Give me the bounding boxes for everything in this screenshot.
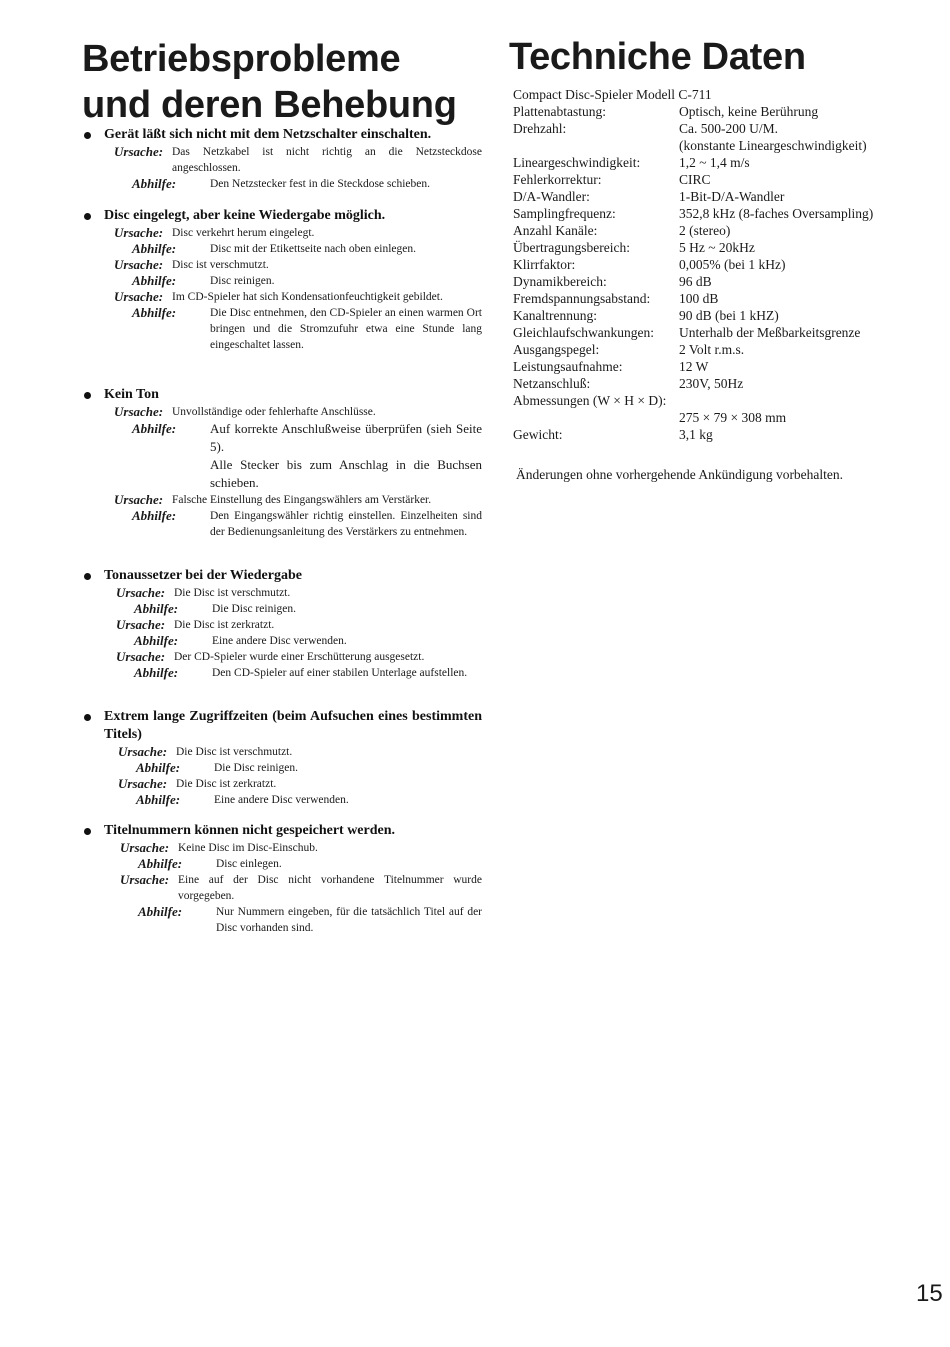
spec-label: D/A-Wandler:: [513, 189, 590, 204]
cause-entry: [114, 144, 482, 176]
entry-text: Keine Disc im Disc-Einschub.: [178, 842, 318, 854]
entry-text: Unvollständige oder fehlerhafte Anschlüsse.: [172, 406, 376, 418]
spec-row: [513, 307, 913, 324]
entry-text: Eine andere Disc verwenden.: [212, 635, 347, 647]
spec-value: CIRC: [679, 172, 711, 187]
remedy-entry: [132, 420, 482, 456]
entry-text: Die Disc reinigen.: [214, 762, 298, 774]
remedy-entry: [136, 760, 482, 776]
entry-text: Falsche Einstellung des Eingangswählers am Verstärker.: [172, 494, 432, 506]
spec-value: 96 dB: [679, 274, 712, 289]
spec-value: 2 Volt r.m.s.: [679, 342, 745, 357]
cause-label: Ursache:: [118, 744, 168, 759]
spec-value: 12 W: [679, 359, 709, 374]
remedy-entry: [138, 856, 482, 872]
remedy-label: Abhilfe:: [132, 273, 177, 288]
specs-title: Techniche Daten: [509, 36, 806, 78]
spec-value: 2 (stereo): [679, 223, 731, 238]
specs-note: Änderungen ohne vorhergehende Ankündigung vorbehalten.: [516, 467, 844, 482]
spec-label: Gewicht:: [513, 427, 563, 442]
spec-row: [513, 154, 913, 171]
cause-label: Ursache:: [114, 404, 164, 419]
cause-entry: [120, 840, 482, 856]
spec-label: Drehzahl:: [513, 121, 567, 136]
problem-heading: [82, 708, 482, 744]
spec-row: [513, 188, 913, 205]
spec-value: 275 × 79 × 308 mm: [679, 410, 787, 425]
cause-label: Ursache:: [116, 617, 166, 632]
remedy-label: Abhilfe:: [132, 421, 177, 436]
spec-row: [513, 239, 913, 256]
spec-row: [513, 222, 913, 239]
entry-text: Nur Nummern eingeben, für die tatsächlich Titel auf der Disc vorhanden sind.: [216, 906, 482, 934]
spec-label: Samplingfrequenz:: [513, 206, 616, 221]
remedy-label: Abhilfe:: [138, 856, 183, 871]
entry-text: Den Eingangswähler richtig einstellen. Einzelheiten sind der Bedienungsanleitung des Verstärkers zu entnehmen.: [210, 510, 482, 538]
problem-item: [82, 386, 482, 540]
spec-label: Gleichlaufschwankungen:: [513, 325, 654, 340]
entry-text: Die Disc ist zerkratzt.: [176, 778, 277, 790]
entry-text: Die Disc ist verschmutzt.: [174, 587, 291, 599]
spec-row: [513, 392, 913, 409]
cause-label: Ursache:: [114, 144, 164, 159]
entry-text: Disc reinigen.: [210, 275, 275, 287]
spec-row: [513, 290, 913, 307]
entry-text: Der CD-Spieler wurde einer Erschütterung ausgesetzt.: [174, 651, 425, 663]
entry-text: Die Disc reinigen.: [212, 603, 296, 615]
remedy-entry: [136, 792, 482, 808]
entry-text: Den CD-Spieler auf einer stabilen Unterlage aufstellen.: [212, 667, 468, 679]
spec-label: Dynamikbereich:: [513, 274, 607, 289]
cause-entry: [114, 404, 482, 420]
cause-entry: [116, 649, 482, 665]
cause-entry: [114, 289, 482, 305]
cause-label: Ursache:: [116, 585, 166, 600]
cause-entry: [114, 225, 482, 241]
problem-item: [82, 126, 482, 192]
remedy-entry: [134, 601, 482, 617]
spec-value: Ca. 500-200 U/M.: [679, 121, 778, 136]
cause-entry: [116, 617, 482, 633]
spec-value: 3,1 kg: [679, 427, 713, 442]
remedy-entry: [132, 305, 482, 353]
remedy-entry: [132, 241, 482, 257]
problem-item: [82, 207, 482, 353]
spec-label: Abmessungen (W × H × D):: [513, 393, 667, 408]
spec-value: 0,005% (bei 1 kHz): [679, 257, 786, 272]
spec-row: [513, 324, 913, 341]
problem-heading-text: Titelnummern können nicht gespeichert werden.: [104, 823, 396, 838]
remedy-label: Abhilfe:: [136, 760, 181, 775]
spec-value: 1,2 ~ 1,4 m/s: [679, 155, 750, 170]
remedy-entry: [134, 633, 482, 649]
spec-label: Compact Disc-Spieler Modell C-711: [513, 87, 712, 102]
spec-row: [513, 256, 913, 273]
entry-text: Die Disc ist verschmutzt.: [176, 746, 293, 758]
troubleshooting-title-line2: und deren Behebung: [82, 84, 457, 126]
spec-row: [513, 341, 913, 358]
spec-row: [513, 205, 913, 222]
cause-label: Ursache:: [120, 840, 170, 855]
remedy-label: Abhilfe:: [138, 904, 183, 919]
spec-label: Netzanschluß:: [513, 376, 591, 391]
cause-entry: [114, 492, 482, 508]
problem-item: [82, 822, 482, 936]
remedy-label: Abhilfe:: [132, 176, 177, 191]
spec-label: Leistungsaufnahme:: [513, 359, 623, 374]
problem-heading-text: Extrem lange Zugriffzeiten (beim Aufsuchen eines bestimmten Titels): [104, 709, 482, 742]
cause-label: Ursache:: [114, 225, 164, 240]
spec-label: Lineargeschwindigkeit:: [513, 155, 641, 170]
problem-heading: [82, 207, 482, 225]
spec-label: Übertragungsbereich:: [513, 240, 630, 255]
bullet-icon: [84, 828, 91, 835]
spec-row: [513, 120, 913, 137]
spec-value: 1-Bit-D/A-Wandler: [679, 189, 785, 204]
spec-label: Anzahl Kanäle:: [513, 223, 598, 238]
spec-label: Ausgangspegel:: [513, 342, 600, 357]
problem-heading: [82, 567, 482, 585]
spec-label: Plattenabtastung:: [513, 104, 606, 119]
remedy-entry: [138, 904, 482, 936]
problem-heading: [82, 822, 482, 840]
problem-heading: [82, 126, 482, 144]
cause-entry: [116, 585, 482, 601]
spec-value: 230V, 50Hz: [679, 376, 744, 391]
cause-label: Ursache:: [114, 289, 164, 304]
spec-row: [513, 358, 913, 375]
remedy-entry: [132, 508, 482, 540]
remedy-label: Abhilfe:: [134, 601, 179, 616]
spec-label: Fremdspannungsabstand:: [513, 291, 651, 306]
spec-label: Kanaltrennung:: [513, 308, 597, 323]
spec-value: 5 Hz ~ 20kHz: [679, 240, 755, 255]
remedy-label: Abhilfe:: [132, 241, 177, 256]
entry-text: Das Netzkabel ist nicht richtig an die Netzsteckdose angeschlossen.: [172, 146, 482, 174]
problem-item: [82, 708, 482, 808]
spec-row: [513, 375, 913, 392]
remedy-label: Abhilfe:: [134, 633, 179, 648]
spec-row: [513, 273, 913, 290]
spec-row: [513, 137, 913, 154]
spec-value: 100 dB: [679, 291, 719, 306]
cause-entry: [114, 257, 482, 273]
problem-heading-text: Tonaussetzer bei der Wiedergabe: [104, 568, 302, 583]
bullet-icon: [84, 132, 91, 139]
remedy-entry: [132, 273, 482, 289]
page-number: 15: [916, 1280, 943, 1307]
remedy-entry: [210, 456, 482, 492]
bullet-icon: [84, 392, 91, 399]
problem-heading-text: Gerät läßt sich nicht mit dem Netzschalter einschalten.: [104, 127, 432, 142]
bullet-icon: [84, 573, 91, 580]
entry-text: Eine auf der Disc nicht vorhandene Titelnummer wurde vorgegeben.: [178, 874, 482, 902]
remedy-entry: [134, 665, 482, 681]
cause-label: Ursache:: [118, 776, 168, 791]
entry-text: Im CD-Spieler hat sich Kondensationfeuchtigkeit gebildet.: [172, 291, 443, 303]
entry-text: Disc einlegen.: [216, 858, 282, 870]
problem-heading-text: Disc eingelegt, aber keine Wiedergabe möglich.: [104, 208, 386, 223]
entry-text: Disc mit der Etikettseite nach oben einlegen.: [210, 243, 416, 255]
specs-table: [513, 86, 913, 443]
entry-text: Disc ist verschmutzt.: [172, 259, 269, 271]
problem-heading-text: Kein Ton: [104, 387, 159, 402]
spec-row: [513, 171, 913, 188]
cause-entry: [120, 872, 482, 904]
entry-text: Auf korrekte Anschlußweise überprüfen (sieh Seite 5).: [210, 421, 482, 454]
cause-label: Ursache:: [114, 492, 164, 507]
spec-value: Unterhalb der Meßbarkeitsgrenze: [679, 325, 861, 340]
entry-text: Disc verkehrt herum eingelegt.: [172, 227, 315, 239]
spec-value: Optisch, keine Berührung: [679, 104, 819, 119]
cause-entry: [118, 744, 482, 760]
troubleshooting-title-line1: Betriebsprobleme: [82, 38, 401, 80]
remedy-label: Abhilfe:: [136, 792, 181, 807]
spec-row: [513, 409, 913, 426]
problem-heading: [82, 386, 482, 404]
cause-label: Ursache:: [116, 649, 166, 664]
remedy-entry: [132, 176, 482, 192]
troubleshooting-title: [82, 36, 502, 128]
bullet-icon: [84, 714, 91, 721]
remedy-label: Abhilfe:: [132, 508, 177, 523]
remedy-label: Abhilfe:: [132, 305, 177, 320]
spec-row: [513, 103, 913, 120]
entry-text: Eine andere Disc verwenden.: [214, 794, 349, 806]
cause-label: Ursache:: [120, 872, 170, 887]
cause-entry: [118, 776, 482, 792]
entry-text: Den Netzstecker fest in die Steckdose schieben.: [210, 178, 431, 190]
bullet-icon: [84, 213, 91, 220]
spec-row: [513, 86, 913, 103]
spec-row: [513, 426, 913, 443]
spec-label: Fehlerkorrektur:: [513, 172, 602, 187]
spec-value: 352,8 kHz (8-faches Oversampling): [679, 206, 874, 221]
remedy-label: Abhilfe:: [134, 665, 179, 680]
spec-label: Klirrfaktor:: [513, 257, 576, 272]
entry-text: Alle Stecker bis zum Anschlag in die Buchsen schieben.: [210, 457, 482, 490]
spec-value: 90 dB (bei 1 kHZ): [679, 308, 779, 323]
problem-item: [82, 567, 482, 681]
entry-text: Die Disc entnehmen, den CD-Spieler an einen warmen Ort bringen und die Stromzufuhr etwa eine Stunde lang eingeschaltet lassen.: [210, 307, 482, 351]
spec-value: (konstante Lineargeschwindigkeit): [679, 138, 867, 153]
entry-text: Die Disc ist zerkratzt.: [174, 619, 275, 631]
cause-label: Ursache:: [114, 257, 164, 272]
